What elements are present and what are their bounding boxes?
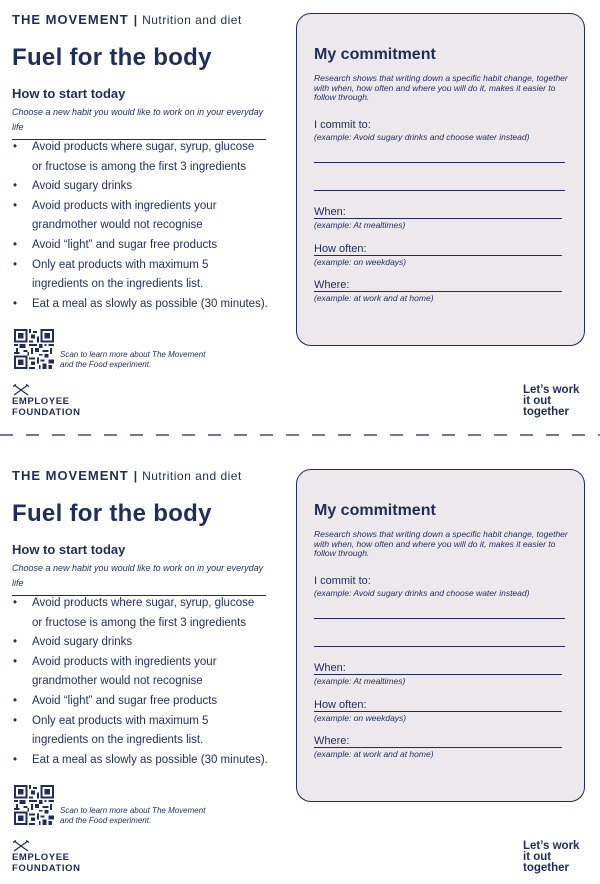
bullet-icon: • bbox=[13, 714, 18, 727]
qr-caption: Scan to learn more about The Movement and the Food experiment. bbox=[60, 350, 206, 369]
flyer-card-bottom bbox=[0, 456, 600, 884]
habit-list bbox=[12, 594, 274, 770]
where-field[interactable]: Where: bbox=[314, 735, 562, 748]
qr-code-icon[interactable] bbox=[14, 785, 54, 825]
brand-separator: | bbox=[133, 13, 138, 27]
list-item: • Avoid sugary drinks bbox=[12, 633, 274, 653]
commit-line-2[interactable] bbox=[314, 190, 565, 191]
commit-example: (example: Avoid sugary drinks and choose water instead) bbox=[314, 588, 530, 598]
slogan: Let’s work it out together bbox=[523, 384, 580, 418]
bullet-icon: • bbox=[13, 597, 18, 609]
commitment-heading: My commitment bbox=[314, 46, 436, 63]
flyer-card-top bbox=[0, 0, 600, 432]
logo-line-1: EMPLOYEE bbox=[12, 396, 70, 407]
commitment-intro: Research shows that writing down a specific habit change, together with when, how often and where you will do it, makes it easier to follow through. bbox=[314, 73, 568, 102]
commitment-panel bbox=[296, 13, 585, 346]
where-field[interactable]: Where: bbox=[314, 279, 562, 292]
list-item: • Eat a meal as slowly as possible (30 minutes). bbox=[12, 751, 274, 771]
employee-foundation-logo bbox=[12, 384, 81, 418]
bullet-icon: • bbox=[13, 636, 18, 649]
commit-line-1[interactable] bbox=[314, 162, 565, 163]
list-item: • Eat a meal as slowly as possible (30 minutes). bbox=[12, 295, 274, 315]
list-item: • Avoid sugary drinks bbox=[12, 177, 274, 197]
intro-text: Choose a new habit you would like to work on in your everyday life bbox=[12, 561, 266, 596]
commit-label: I commit to: bbox=[314, 119, 371, 131]
bullet-icon: • bbox=[13, 141, 18, 153]
section-subtitle: How to start today bbox=[12, 86, 126, 101]
page-title: Fuel for the body bbox=[12, 44, 212, 71]
when-example: (example: At mealtimes) bbox=[314, 220, 406, 230]
qr-caption: Scan to learn more about The Movement and the Food experiment. bbox=[60, 806, 206, 825]
list-item: • Avoid products with ingredients your grandmother would not recognise bbox=[12, 653, 274, 692]
brand-section: Nutrition and diet bbox=[142, 469, 242, 483]
where-example: (example: at work and at home) bbox=[314, 293, 434, 303]
brand-separator: | bbox=[133, 469, 138, 483]
section-subtitle: How to start today bbox=[12, 542, 126, 557]
brand-name: THE MOVEMENT bbox=[12, 468, 129, 483]
logo-line-1: EMPLOYEE bbox=[12, 852, 70, 863]
intro-text: Choose a new habit you would like to work on in your everyday life bbox=[12, 105, 266, 140]
brand-section: Nutrition and diet bbox=[142, 13, 242, 27]
bullet-icon: • bbox=[13, 238, 18, 251]
how-often-field[interactable]: How often: bbox=[314, 699, 562, 712]
how-often-example: (example: on weekdays) bbox=[314, 257, 407, 267]
when-field[interactable]: When: bbox=[314, 206, 562, 219]
bullet-icon: • bbox=[13, 694, 18, 707]
commit-label: I commit to: bbox=[314, 575, 371, 587]
list-item: • Avoid products with ingredients your grandmother would not recognise bbox=[12, 197, 274, 236]
crossed-fork-knife-icon bbox=[12, 384, 30, 396]
bullet-icon: • bbox=[13, 297, 18, 310]
commit-line-1[interactable] bbox=[314, 618, 565, 619]
bullet-icon: • bbox=[13, 753, 18, 766]
list-item: • Only eat products with maximum 5 ingredients on the ingredients list. bbox=[12, 256, 274, 295]
page-title: Fuel for the body bbox=[12, 500, 212, 527]
when-field[interactable]: When: bbox=[314, 662, 562, 675]
list-item: • Avoid “light” and sugar free products bbox=[12, 692, 274, 712]
logo-line-2: FOUNDATION bbox=[12, 863, 81, 874]
cut-line-divider bbox=[0, 434, 600, 436]
list-item: • Avoid products where sugar, syrup, glucose or fructose is among the first 3 ingredients bbox=[12, 138, 274, 177]
when-example: (example: At mealtimes) bbox=[314, 676, 406, 686]
where-example: (example: at work and at home) bbox=[314, 749, 434, 759]
list-item: • Only eat products with maximum 5 ingredients on the ingredients list. bbox=[12, 712, 274, 751]
commitment-intro: Research shows that writing down a specific habit change, together with when, how often and where you will do it, makes it easier to follow through. bbox=[314, 529, 568, 558]
bullet-icon: • bbox=[13, 199, 18, 212]
commitment-panel bbox=[296, 469, 585, 802]
bullet-icon: • bbox=[13, 180, 18, 193]
logo-line-2: FOUNDATION bbox=[12, 407, 81, 418]
commitment-heading: My commitment bbox=[314, 502, 436, 519]
brand-header bbox=[12, 12, 242, 27]
qr-code-icon[interactable] bbox=[14, 329, 54, 369]
employee-foundation-logo bbox=[12, 840, 81, 874]
list-item: • Avoid “light” and sugar free products bbox=[12, 236, 274, 256]
how-often-field[interactable]: How often: bbox=[314, 243, 562, 256]
brand-header bbox=[12, 468, 242, 483]
brand-name: THE MOVEMENT bbox=[12, 12, 129, 27]
commit-line-2[interactable] bbox=[314, 646, 565, 647]
slogan: Let’s work it out together bbox=[523, 840, 580, 874]
crossed-fork-knife-icon bbox=[12, 840, 30, 852]
bullet-icon: • bbox=[13, 258, 18, 271]
habit-list bbox=[12, 138, 274, 314]
commit-example: (example: Avoid sugary drinks and choose water instead) bbox=[314, 132, 530, 142]
bullet-icon: • bbox=[13, 655, 18, 668]
how-often-example: (example: on weekdays) bbox=[314, 713, 407, 723]
list-item: • Avoid products where sugar, syrup, glucose or fructose is among the first 3 ingredients bbox=[12, 594, 274, 633]
